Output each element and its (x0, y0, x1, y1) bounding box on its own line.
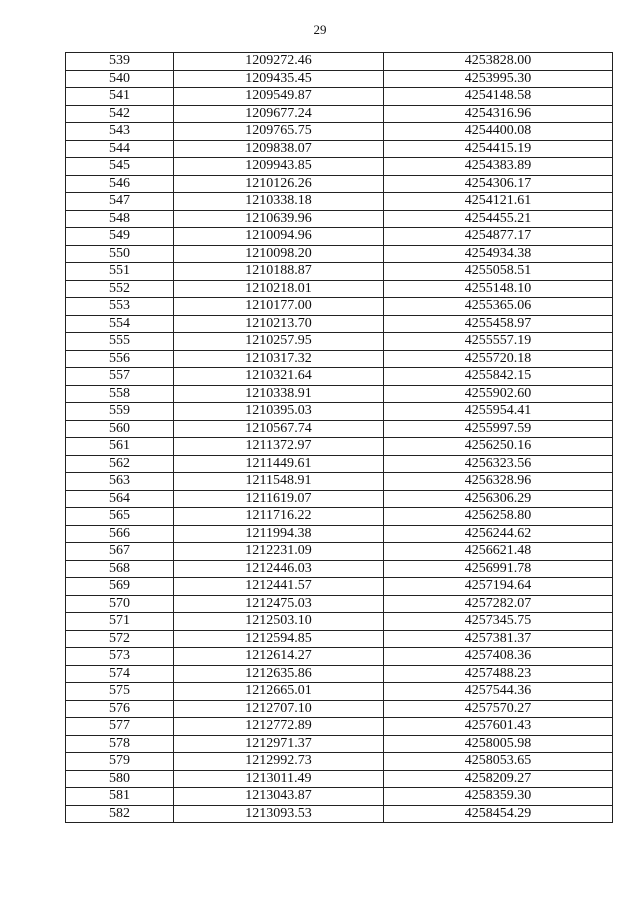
y-coordinate-cell: 4256323.56 (384, 455, 613, 473)
table-row (66, 263, 613, 281)
point-number-cell: 567 (66, 543, 174, 561)
point-number-cell: 551 (66, 263, 174, 281)
point-number-cell: 553 (66, 298, 174, 316)
table-row (66, 350, 613, 368)
point-number-cell: 563 (66, 473, 174, 491)
table-row (66, 595, 613, 613)
y-coordinate-cell: 4257282.07 (384, 595, 613, 613)
table-row (66, 123, 613, 141)
table-row (66, 630, 613, 648)
x-coordinate-cell: 1212614.27 (174, 648, 384, 666)
table-row (66, 315, 613, 333)
x-coordinate-cell: 1212231.09 (174, 543, 384, 561)
table-row (66, 70, 613, 88)
x-coordinate-cell: 1212707.10 (174, 700, 384, 718)
coordinates-table (65, 52, 613, 823)
x-coordinate-cell: 1210639.96 (174, 210, 384, 228)
table-row (66, 403, 613, 421)
table-row (66, 753, 613, 771)
y-coordinate-cell: 4256250.16 (384, 438, 613, 456)
x-coordinate-cell: 1212635.86 (174, 665, 384, 683)
y-coordinate-cell: 4253995.30 (384, 70, 613, 88)
x-coordinate-cell: 1210094.96 (174, 228, 384, 246)
y-coordinate-cell: 4257408.36 (384, 648, 613, 666)
y-coordinate-cell: 4258005.98 (384, 735, 613, 753)
y-coordinate-cell: 4258209.27 (384, 770, 613, 788)
point-number-cell: 564 (66, 490, 174, 508)
table-row (66, 735, 613, 753)
point-number-cell: 576 (66, 700, 174, 718)
y-coordinate-cell: 4254400.08 (384, 123, 613, 141)
x-coordinate-cell: 1209838.07 (174, 140, 384, 158)
y-coordinate-cell: 4257488.23 (384, 665, 613, 683)
table-row (66, 280, 613, 298)
point-number-cell: 556 (66, 350, 174, 368)
point-number-cell: 565 (66, 508, 174, 526)
y-coordinate-cell: 4254383.89 (384, 158, 613, 176)
x-coordinate-cell: 1212594.85 (174, 630, 384, 648)
x-coordinate-cell: 1212475.03 (174, 595, 384, 613)
y-coordinate-cell: 4255720.18 (384, 350, 613, 368)
table-row (66, 438, 613, 456)
y-coordinate-cell: 4255148.10 (384, 280, 613, 298)
y-coordinate-cell: 4254316.96 (384, 105, 613, 123)
table-row (66, 105, 613, 123)
point-number-cell: 571 (66, 613, 174, 631)
y-coordinate-cell: 4255954.41 (384, 403, 613, 421)
point-number-cell: 547 (66, 193, 174, 211)
y-coordinate-cell: 4257381.37 (384, 630, 613, 648)
y-coordinate-cell: 4257570.27 (384, 700, 613, 718)
point-number-cell: 574 (66, 665, 174, 683)
table-row (66, 613, 613, 631)
table-row (66, 193, 613, 211)
y-coordinate-cell: 4256258.80 (384, 508, 613, 526)
point-number-cell: 581 (66, 788, 174, 806)
x-coordinate-cell: 1212665.01 (174, 683, 384, 701)
table-row (66, 298, 613, 316)
y-coordinate-cell: 4254415.19 (384, 140, 613, 158)
table-row (66, 560, 613, 578)
point-number-cell: 570 (66, 595, 174, 613)
x-coordinate-cell: 1210098.20 (174, 245, 384, 263)
x-coordinate-cell: 1209765.75 (174, 123, 384, 141)
table-row (66, 333, 613, 351)
table-row (66, 368, 613, 386)
table-row (66, 700, 613, 718)
coordinates-table-body (66, 53, 613, 823)
point-number-cell: 569 (66, 578, 174, 596)
table-row (66, 245, 613, 263)
y-coordinate-cell: 4255058.51 (384, 263, 613, 281)
point-number-cell: 542 (66, 105, 174, 123)
x-coordinate-cell: 1210188.87 (174, 263, 384, 281)
y-coordinate-cell: 4257601.43 (384, 718, 613, 736)
x-coordinate-cell: 1210395.03 (174, 403, 384, 421)
table-row (66, 683, 613, 701)
table-row (66, 525, 613, 543)
y-coordinate-cell: 4255842.15 (384, 368, 613, 386)
point-number-cell: 578 (66, 735, 174, 753)
point-number-cell: 555 (66, 333, 174, 351)
table-row (66, 420, 613, 438)
x-coordinate-cell: 1212441.57 (174, 578, 384, 596)
table-row (66, 473, 613, 491)
table-row (66, 788, 613, 806)
x-coordinate-cell: 1209435.45 (174, 70, 384, 88)
point-number-cell: 575 (66, 683, 174, 701)
point-number-cell: 566 (66, 525, 174, 543)
y-coordinate-cell: 4258359.30 (384, 788, 613, 806)
x-coordinate-cell: 1211372.97 (174, 438, 384, 456)
y-coordinate-cell: 4253828.00 (384, 53, 613, 71)
table-row (66, 158, 613, 176)
table-row (66, 508, 613, 526)
point-number-cell: 582 (66, 805, 174, 823)
table-row (66, 578, 613, 596)
point-number-cell: 562 (66, 455, 174, 473)
x-coordinate-cell: 1210218.01 (174, 280, 384, 298)
point-number-cell: 548 (66, 210, 174, 228)
x-coordinate-cell: 1213011.49 (174, 770, 384, 788)
point-number-cell: 539 (66, 53, 174, 71)
x-coordinate-cell: 1210177.00 (174, 298, 384, 316)
x-coordinate-cell: 1212446.03 (174, 560, 384, 578)
x-coordinate-cell: 1212503.10 (174, 613, 384, 631)
point-number-cell: 541 (66, 88, 174, 106)
y-coordinate-cell: 4255902.60 (384, 385, 613, 403)
table-row (66, 543, 613, 561)
y-coordinate-cell: 4254455.21 (384, 210, 613, 228)
table-row (66, 455, 613, 473)
point-number-cell: 546 (66, 175, 174, 193)
x-coordinate-cell: 1210126.26 (174, 175, 384, 193)
point-number-cell: 560 (66, 420, 174, 438)
x-coordinate-cell: 1210213.70 (174, 315, 384, 333)
y-coordinate-cell: 4254934.38 (384, 245, 613, 263)
point-number-cell: 572 (66, 630, 174, 648)
y-coordinate-cell: 4258053.65 (384, 753, 613, 771)
y-coordinate-cell: 4255557.19 (384, 333, 613, 351)
x-coordinate-cell: 1211449.61 (174, 455, 384, 473)
table-row (66, 770, 613, 788)
x-coordinate-cell: 1210317.32 (174, 350, 384, 368)
y-coordinate-cell: 4256991.78 (384, 560, 613, 578)
x-coordinate-cell: 1211716.22 (174, 508, 384, 526)
x-coordinate-cell: 1210257.95 (174, 333, 384, 351)
y-coordinate-cell: 4254121.61 (384, 193, 613, 211)
x-coordinate-cell: 1210567.74 (174, 420, 384, 438)
y-coordinate-cell: 4257345.75 (384, 613, 613, 631)
y-coordinate-cell: 4255997.59 (384, 420, 613, 438)
x-coordinate-cell: 1209549.87 (174, 88, 384, 106)
y-coordinate-cell: 4256244.62 (384, 525, 613, 543)
table-row (66, 140, 613, 158)
point-number-cell: 552 (66, 280, 174, 298)
x-coordinate-cell: 1213093.53 (174, 805, 384, 823)
point-number-cell: 577 (66, 718, 174, 736)
table-row (66, 665, 613, 683)
point-number-cell: 561 (66, 438, 174, 456)
x-coordinate-cell: 1209677.24 (174, 105, 384, 123)
table-row (66, 385, 613, 403)
x-coordinate-cell: 1211619.07 (174, 490, 384, 508)
x-coordinate-cell: 1212772.89 (174, 718, 384, 736)
x-coordinate-cell: 1213043.87 (174, 788, 384, 806)
page-number: 29 (313, 22, 327, 37)
table-row (66, 490, 613, 508)
y-coordinate-cell: 4257194.64 (384, 578, 613, 596)
point-number-cell: 558 (66, 385, 174, 403)
y-coordinate-cell: 4254306.17 (384, 175, 613, 193)
x-coordinate-cell: 1210338.91 (174, 385, 384, 403)
point-number-cell: 543 (66, 123, 174, 141)
point-number-cell: 559 (66, 403, 174, 421)
y-coordinate-cell: 4254148.58 (384, 88, 613, 106)
table-row (66, 175, 613, 193)
table-row (66, 210, 613, 228)
x-coordinate-cell: 1210338.18 (174, 193, 384, 211)
point-number-cell: 554 (66, 315, 174, 333)
x-coordinate-cell: 1212971.37 (174, 735, 384, 753)
x-coordinate-cell: 1211548.91 (174, 473, 384, 491)
point-number-cell: 549 (66, 228, 174, 246)
table-row (66, 88, 613, 106)
y-coordinate-cell: 4255458.97 (384, 315, 613, 333)
y-coordinate-cell: 4257544.36 (384, 683, 613, 701)
y-coordinate-cell: 4254877.17 (384, 228, 613, 246)
table-row (66, 805, 613, 823)
point-number-cell: 545 (66, 158, 174, 176)
point-number-cell: 544 (66, 140, 174, 158)
point-number-cell: 568 (66, 560, 174, 578)
y-coordinate-cell: 4256306.29 (384, 490, 613, 508)
y-coordinate-cell: 4256621.48 (384, 543, 613, 561)
x-coordinate-cell: 1209272.46 (174, 53, 384, 71)
y-coordinate-cell: 4258454.29 (384, 805, 613, 823)
point-number-cell: 579 (66, 753, 174, 771)
y-coordinate-cell: 4255365.06 (384, 298, 613, 316)
table-row (66, 718, 613, 736)
x-coordinate-cell: 1209943.85 (174, 158, 384, 176)
point-number-cell: 573 (66, 648, 174, 666)
table-row (66, 53, 613, 71)
point-number-cell: 557 (66, 368, 174, 386)
x-coordinate-cell: 1212992.73 (174, 753, 384, 771)
point-number-cell: 580 (66, 770, 174, 788)
point-number-cell: 540 (66, 70, 174, 88)
x-coordinate-cell: 1210321.64 (174, 368, 384, 386)
table-row (66, 648, 613, 666)
x-coordinate-cell: 1211994.38 (174, 525, 384, 543)
y-coordinate-cell: 4256328.96 (384, 473, 613, 491)
point-number-cell: 550 (66, 245, 174, 263)
table-row (66, 228, 613, 246)
